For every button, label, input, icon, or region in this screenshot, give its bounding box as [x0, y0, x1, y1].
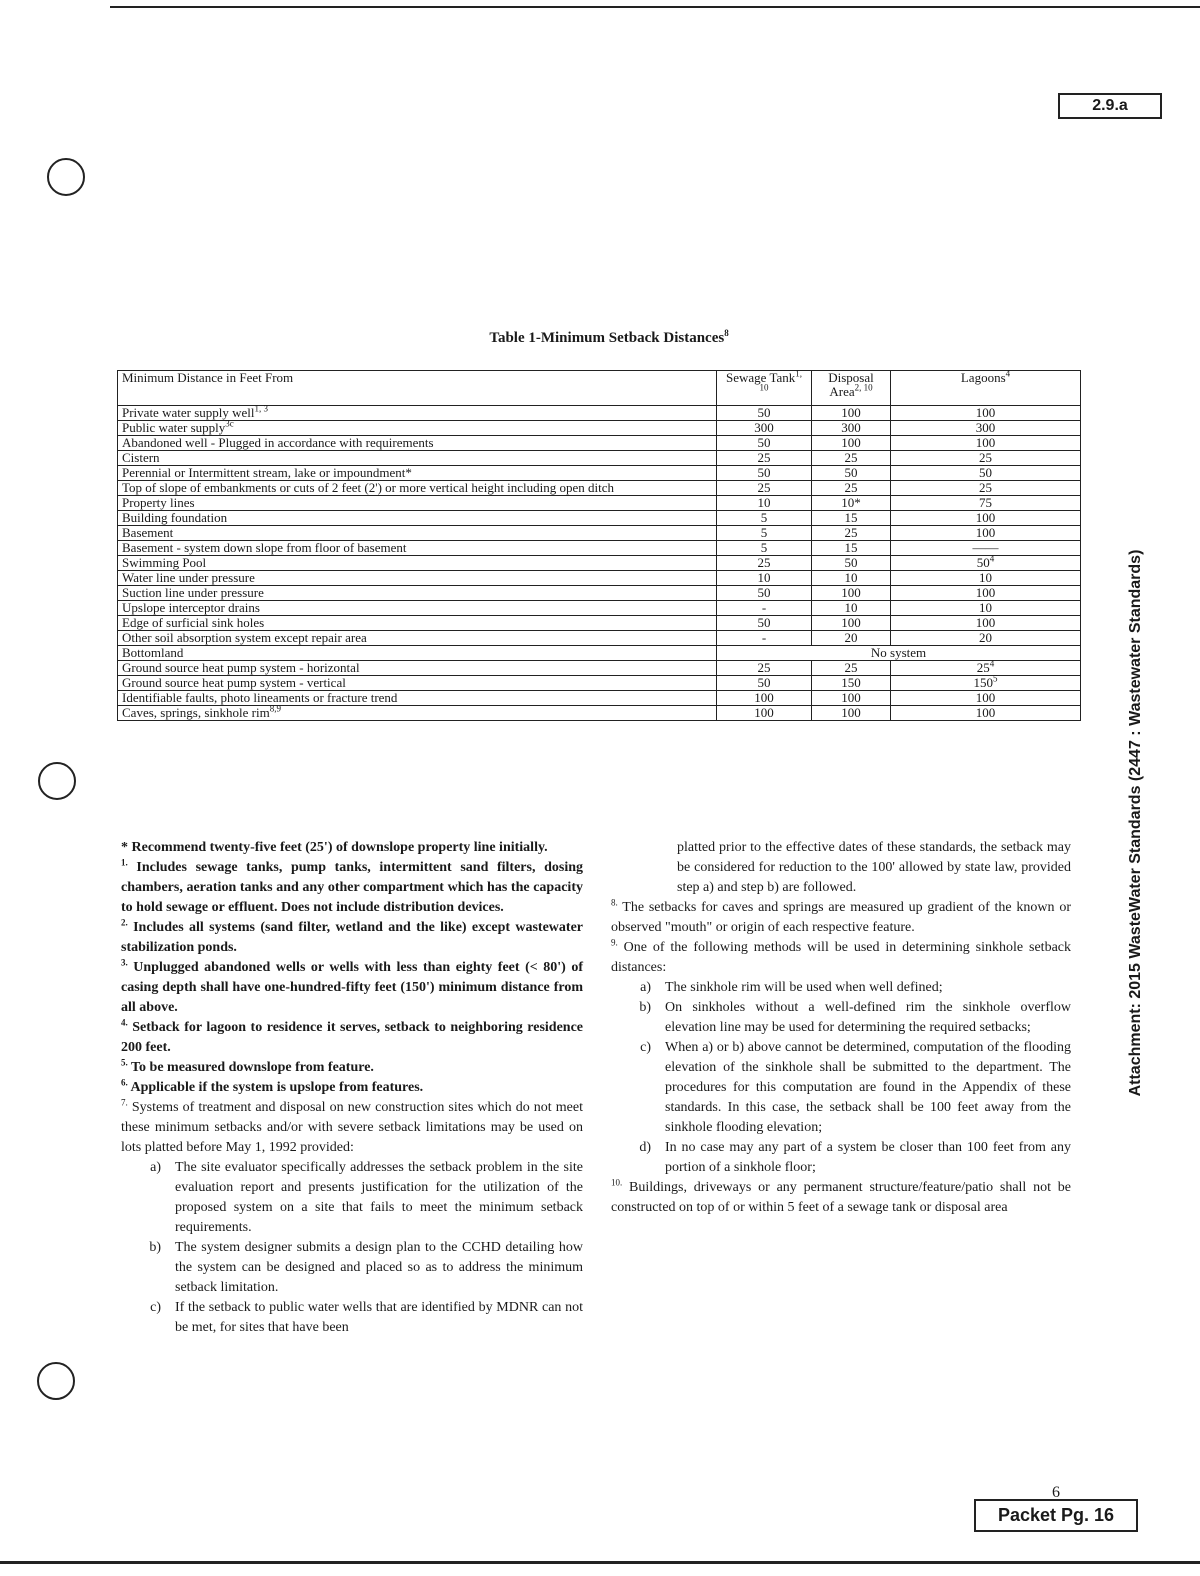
footnote-7: $^{7.}$ Systems of treatment and disposal on new construction sites which do not meet these minimum setbacks and/or with severe setback limitations may be used on lots platted before May 1, 1992 provided: — [121, 1097, 583, 1155]
disposal-cell: 150 — [812, 676, 891, 691]
agenda-item-tag: 2.9.a — [1058, 93, 1162, 119]
disposal-cell: 25 — [812, 451, 891, 466]
feature-cell: Edge of surficial sink holes — [118, 616, 717, 631]
feature-cell: Perennial or Intermittent stream, lake or impoundment* — [118, 466, 717, 481]
tank-cell: 5 — [717, 541, 812, 556]
feature-cell: Public water supply$^{3c}$ — [118, 421, 717, 436]
lagoon-cell: 25 — [891, 451, 1081, 466]
table-row — [118, 481, 1081, 496]
disposal-cell: 100 — [812, 691, 891, 706]
tank-cell: 100 — [717, 706, 812, 721]
feature-cell: Ground source heat pump system - horizontal — [118, 661, 717, 676]
punch-hole — [37, 1362, 75, 1400]
disposal-cell: 25 — [812, 481, 891, 496]
tank-cell: 50 — [717, 466, 812, 481]
lagoon-cell: 75 — [891, 496, 1081, 511]
footnote-star: * Recommend twenty-five feet (25') of downslope property line initially. — [121, 840, 548, 855]
footnote-9d: d) In no case may any part of a system be closer than 100 feet from any portion of a sinkhole floor; — [639, 1140, 1071, 1175]
lagoon-cell: 100 — [891, 691, 1081, 706]
footnote-10: $^{10.}$ Buildings, driveways or any permanent structure/feature/patio shall not be constructed on top of or within 5 feet of a sewage tank or disposal area — [611, 1177, 1071, 1215]
disposal-cell: 15 — [812, 541, 891, 556]
footnotes-right — [611, 838, 1071, 1218]
table-row — [118, 526, 1081, 541]
top-rule — [110, 6, 1200, 8]
footnote-5: $^{5.}$ To be measured downslope from feature. — [121, 1057, 374, 1075]
lagoon-cell: $50^4$ — [891, 556, 1081, 571]
disposal-cell: 10 — [812, 571, 891, 586]
table-row — [118, 511, 1081, 526]
tank-cell: 50 — [717, 616, 812, 631]
page-number: 6 — [1052, 1484, 1060, 1501]
lagoon-cell: 100 — [891, 406, 1081, 421]
table-header-row — [118, 371, 1081, 406]
lagoon-cell: $150^5$ — [891, 676, 1081, 691]
lagoon-cell: 50 — [891, 466, 1081, 481]
no-system-cell: No system — [717, 646, 1081, 661]
feature-cell: Top of slope of embankments or cuts of 2 feet (2') or more vertical height including open ditch — [118, 481, 717, 496]
tank-cell: 50 — [717, 676, 812, 691]
feature-cell: Other soil absorption system except repair area — [118, 631, 717, 646]
lagoon-cell: 100 — [891, 511, 1081, 526]
table-row — [118, 691, 1081, 706]
tank-cell: - — [717, 601, 812, 616]
footnote-6: $^{6.}$ Applicable if the system is upslope from features. — [121, 1077, 424, 1095]
footnote-8: $^{8.}$ The setbacks for caves and springs are measured up gradient of the known or observed "mouth" or origin of each respective feature. — [611, 897, 1071, 935]
tank-cell: 25 — [717, 556, 812, 571]
disposal-cell: 100 — [812, 436, 891, 451]
feature-cell: Caves, springs, sinkhole rim$^{8,9}$ — [118, 706, 717, 721]
table-row — [118, 406, 1081, 421]
tank-cell: 10 — [717, 496, 812, 511]
disposal-cell: 100 — [812, 406, 891, 421]
table-row — [118, 451, 1081, 466]
disposal-cell: 300 — [812, 421, 891, 436]
footnote-2: $^{2.}$ Includes all systems (sand filter, wetland and the like) except wastewater stabilization ponds. — [121, 917, 584, 955]
lagoon-cell: 20 — [891, 631, 1081, 646]
lagoon-cell: 100 — [891, 586, 1081, 601]
disposal-cell: 10* — [812, 496, 891, 511]
tank-cell: 5 — [717, 526, 812, 541]
footnote-9: $^{9.}$ One of the following methods will be used in determining sinkhole setback distances: — [611, 937, 1071, 975]
lagoon-cell: 10 — [891, 601, 1081, 616]
disposal-cell: 100 — [812, 586, 891, 601]
footnote-7c-continued: platted prior to the effective dates of these standards, the setback may be considered for reduction to the 100' allowed by state law, provided step a) and step b) are followed. — [677, 840, 1071, 895]
table-title: Table 1-Minimum Setback Distances$^8$ — [489, 328, 729, 346]
feature-cell: Basement — [118, 526, 717, 541]
footnote-9b: b) On sinkholes without a well-defined rim the sinkhole overflow elevation line may be used for determining the required setbacks; — [639, 1000, 1071, 1035]
feature-cell: Upslope interceptor drains — [118, 601, 717, 616]
tank-cell: 5 — [717, 511, 812, 526]
footnotes-left — [121, 838, 583, 1338]
feature-cell: Suction line under pressure — [118, 586, 717, 601]
punch-hole — [38, 762, 76, 800]
disposal-cell: 50 — [812, 556, 891, 571]
disposal-cell: 10 — [812, 601, 891, 616]
footnote-1: $^{1.}$ Includes sewage tanks, pump tanks, intermittent sand filters, dosing chambers, aeration tanks and any other compartment which has the capacity to hold sewage or effluent. Does not include distribution devices. — [121, 857, 583, 915]
footnote-4: $^{4.}$ Setback for lagoon to residence it serves, setback to neighboring residence 200 feet. — [121, 1017, 583, 1055]
disposal-cell: 15 — [812, 511, 891, 526]
table-row — [118, 706, 1081, 721]
table-row — [118, 676, 1081, 691]
footnote-7c: c) If the setback to public water wells that are identified by MDNR can not be met, for sites that have been — [150, 1300, 583, 1335]
footnote-7a: a) The site evaluator specifically addresses the setback problem in the site evaluation report and presents justification for the utilization of the proposed system on a site that fails to meet the minimum setback requirements. — [150, 1160, 583, 1235]
table-row — [118, 646, 1081, 661]
header-disposal-area: Disposal Area$^{2, 10}$ — [812, 371, 891, 406]
tank-cell: 100 — [717, 691, 812, 706]
lagoon-cell: 25 — [891, 481, 1081, 496]
tank-cell: 50 — [717, 436, 812, 451]
disposal-cell: 100 — [812, 706, 891, 721]
table-row — [118, 631, 1081, 646]
feature-cell: Water line under pressure — [118, 571, 717, 586]
table-row — [118, 616, 1081, 631]
lagoon-cell: $25^4$ — [891, 661, 1081, 676]
header-sewage-tank: Sewage Tank$^{1, 10}$ — [717, 371, 812, 406]
tank-cell: 50 — [717, 586, 812, 601]
table-row — [118, 541, 1081, 556]
table-row — [118, 496, 1081, 511]
lagoon-cell: 100 — [891, 436, 1081, 451]
header-lagoons: Lagoons$^4$ — [891, 371, 1081, 406]
packet-page-tag: Packet Pg. 16 — [974, 1499, 1138, 1532]
feature-cell: Identifiable faults, photo lineaments or fracture trend — [118, 691, 717, 706]
disposal-cell: 25 — [812, 526, 891, 541]
feature-cell: Bottomland — [118, 646, 717, 661]
feature-cell: Swimming Pool — [118, 556, 717, 571]
feature-cell: Property lines — [118, 496, 717, 511]
lagoon-cell: 100 — [891, 526, 1081, 541]
lagoon-cell: 10 — [891, 571, 1081, 586]
disposal-cell: 25 — [812, 661, 891, 676]
table-row — [118, 436, 1081, 451]
table-row — [118, 586, 1081, 601]
tank-cell: 25 — [717, 661, 812, 676]
table-row — [118, 571, 1081, 586]
tank-cell: - — [717, 631, 812, 646]
feature-cell: Ground source heat pump system - vertical — [118, 676, 717, 691]
tank-cell: 50 — [717, 406, 812, 421]
feature-cell: Cistern — [118, 451, 717, 466]
table-row — [118, 466, 1081, 481]
footnote-9c: c) When a) or b) above cannot be determined, computation of the flooding elevation of the sinkhole shall be submitted to the department. The procedures for this computation are found in the Appendix of these standards. In this case, the setback shall be 100 feet away from the sinkhole flooding elevation; — [640, 1040, 1071, 1135]
disposal-cell: 50 — [812, 466, 891, 481]
table-row — [118, 556, 1081, 571]
feature-cell: Basement - system down slope from floor of basement — [118, 541, 717, 556]
tank-cell: 25 — [717, 481, 812, 496]
feature-cell: Building foundation — [118, 511, 717, 526]
lagoon-cell: 100 — [891, 616, 1081, 631]
disposal-cell: 20 — [812, 631, 891, 646]
tank-cell: 10 — [717, 571, 812, 586]
footnote-7b: b) The system designer submits a design plan to the CCHD detailing how the system can be designed and placed so as to address the minimum setback limitation. — [149, 1240, 583, 1295]
footnote-9a: a) The sinkhole rim will be used when well defined; — [640, 980, 943, 995]
table-row — [118, 661, 1081, 676]
lagoon-cell: —— — [891, 541, 1081, 556]
setback-table — [117, 370, 1081, 721]
lagoon-cell: 300 — [891, 421, 1081, 436]
disposal-cell: 100 — [812, 616, 891, 631]
punch-hole — [47, 158, 85, 196]
footnote-3: $^{3.}$ Unplugged abandoned wells or wells with less than eighty feet (< 80') of casing depth shall have one-hundred-fifty feet (150') minimum distance from all above. — [121, 957, 583, 1015]
feature-cell: Abandoned well - Plugged in accordance with requirements — [118, 436, 717, 451]
header-feature: Minimum Distance in Feet From — [118, 371, 717, 406]
table-row — [118, 421, 1081, 436]
attachment-label: Attachment: 2015 WasteWater Standards (2447 : Wastewater Standards) — [1127, 549, 1144, 1097]
table-row — [118, 601, 1081, 616]
lagoon-cell: 100 — [891, 706, 1081, 721]
feature-cell: Private water supply well$^{1, 3}$ — [118, 406, 717, 421]
tank-cell: 300 — [717, 421, 812, 436]
tank-cell: 25 — [717, 451, 812, 466]
bottom-rule — [0, 1561, 1200, 1564]
